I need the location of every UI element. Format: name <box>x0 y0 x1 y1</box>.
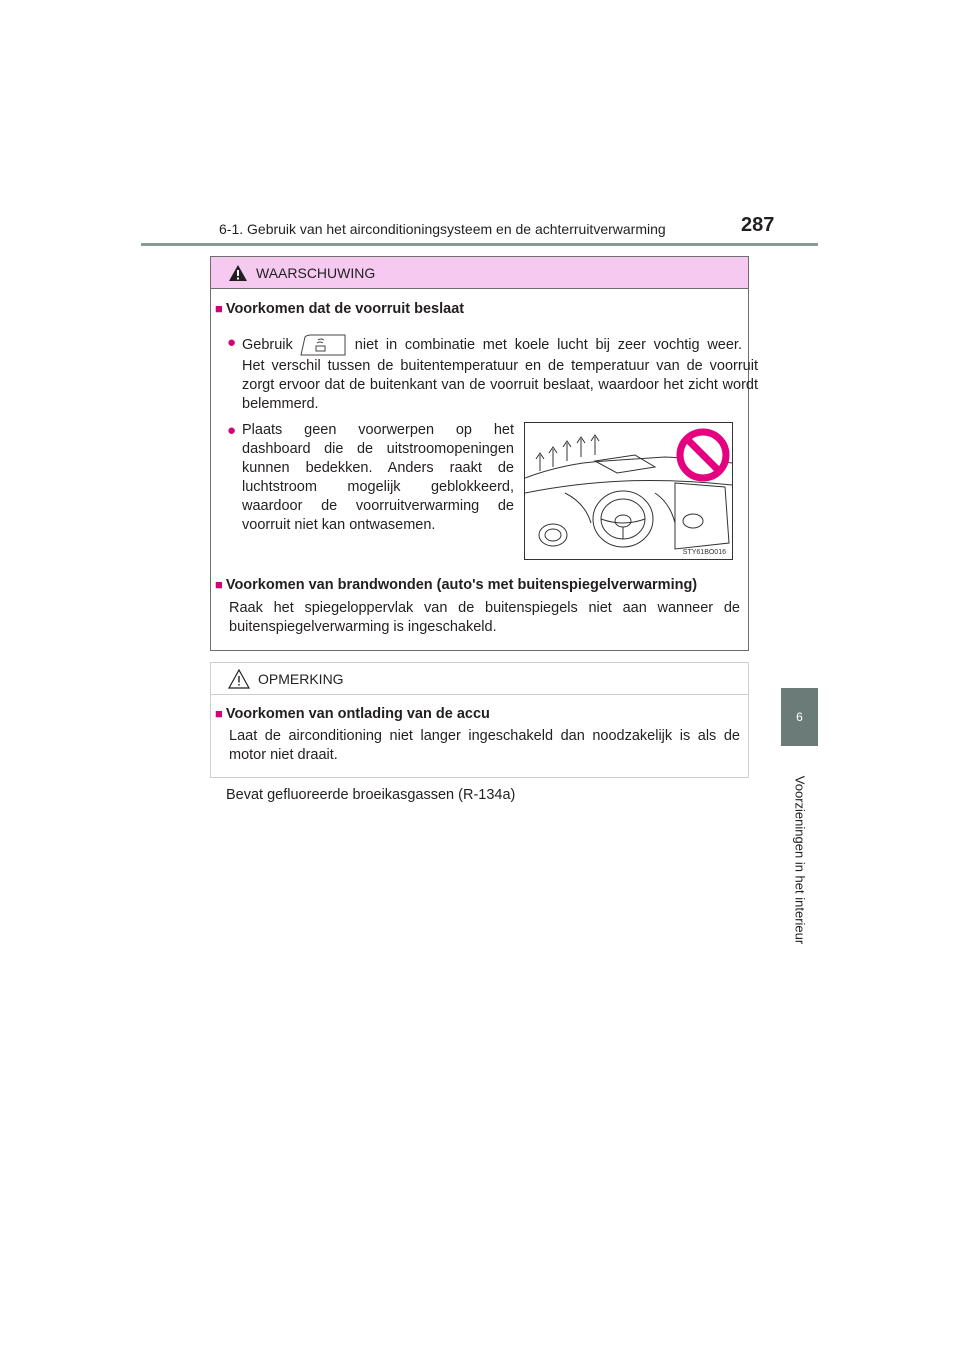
chapter-tab: 6 <box>781 688 818 746</box>
figure-code: STY61BO016 <box>682 549 726 556</box>
notice-header <box>211 663 748 695</box>
bullet1-detail: Het verschil tussen de buitentemperatuur en de temperatuur van de voorruit zorgt ervoor dat de buitenkant van de voorruit beslaat, waardoor het zicht wordt belemmerd. <box>242 358 758 412</box>
bullet1-rest: niet in combinatie met koele lucht bij zeer vochtig weer. <box>354 337 742 353</box>
notice-text: Laat de airconditioning niet langer ingeschakeld dan noodzakelijk is als de motor niet draait. <box>229 728 740 763</box>
page-number: 287 <box>741 214 775 236</box>
header-rule <box>141 243 818 246</box>
dashboard-illustration <box>524 422 733 560</box>
notice-heading: ■ Voorkomen van ontlading van de accu <box>215 706 490 722</box>
burns-text: Raak het spiegeloppervlak van de buitenspiegels niet aan wanneer de buitenspiegelverwarming is ingeschakeld. <box>229 600 740 635</box>
defog-button-icon <box>299 333 349 357</box>
footnote: Bevat gefluoreerde broeikasgassen (R-134a) <box>226 787 516 803</box>
warning-icon <box>228 264 248 282</box>
bullet-icon: ● <box>227 422 237 439</box>
warning-title: WAARSCHUWING <box>256 264 376 281</box>
dashboard-drawing <box>525 423 732 559</box>
section-marker-icon: ■ <box>215 577 223 592</box>
running-header: 6-1. Gebruik van het airconditioningsysteem en de achterruitverwarming <box>219 221 666 237</box>
warning-header <box>211 257 748 289</box>
warning-heading-burns: ■ Voorkomen van brandwonden (auto's met buitenspiegelverwarming) <box>215 577 698 593</box>
bullet1-word: Gebruik <box>242 337 293 353</box>
warning-heading-defog: ■ Voorkomen dat de voorruit beslaat <box>215 301 465 317</box>
bullet-icon: ● <box>227 334 237 351</box>
chapter-label: Voorzieningen in het interieur <box>792 775 808 945</box>
section-marker-icon: ■ <box>215 301 223 316</box>
notice-title: OPMERKING <box>258 670 344 687</box>
bullet2-text: Plaats geen voorwerpen op het dashboard die de uitstroomopeningen kunnen bedekken. Anders raakt de luchtstroom mogelijk geblokkeerd, waardoor de voorruitverwarming de voorruit niet kan ontwasemen. <box>242 422 514 533</box>
caution-icon <box>228 669 250 689</box>
section-marker-icon: ■ <box>215 706 223 721</box>
notice-box <box>210 662 749 778</box>
